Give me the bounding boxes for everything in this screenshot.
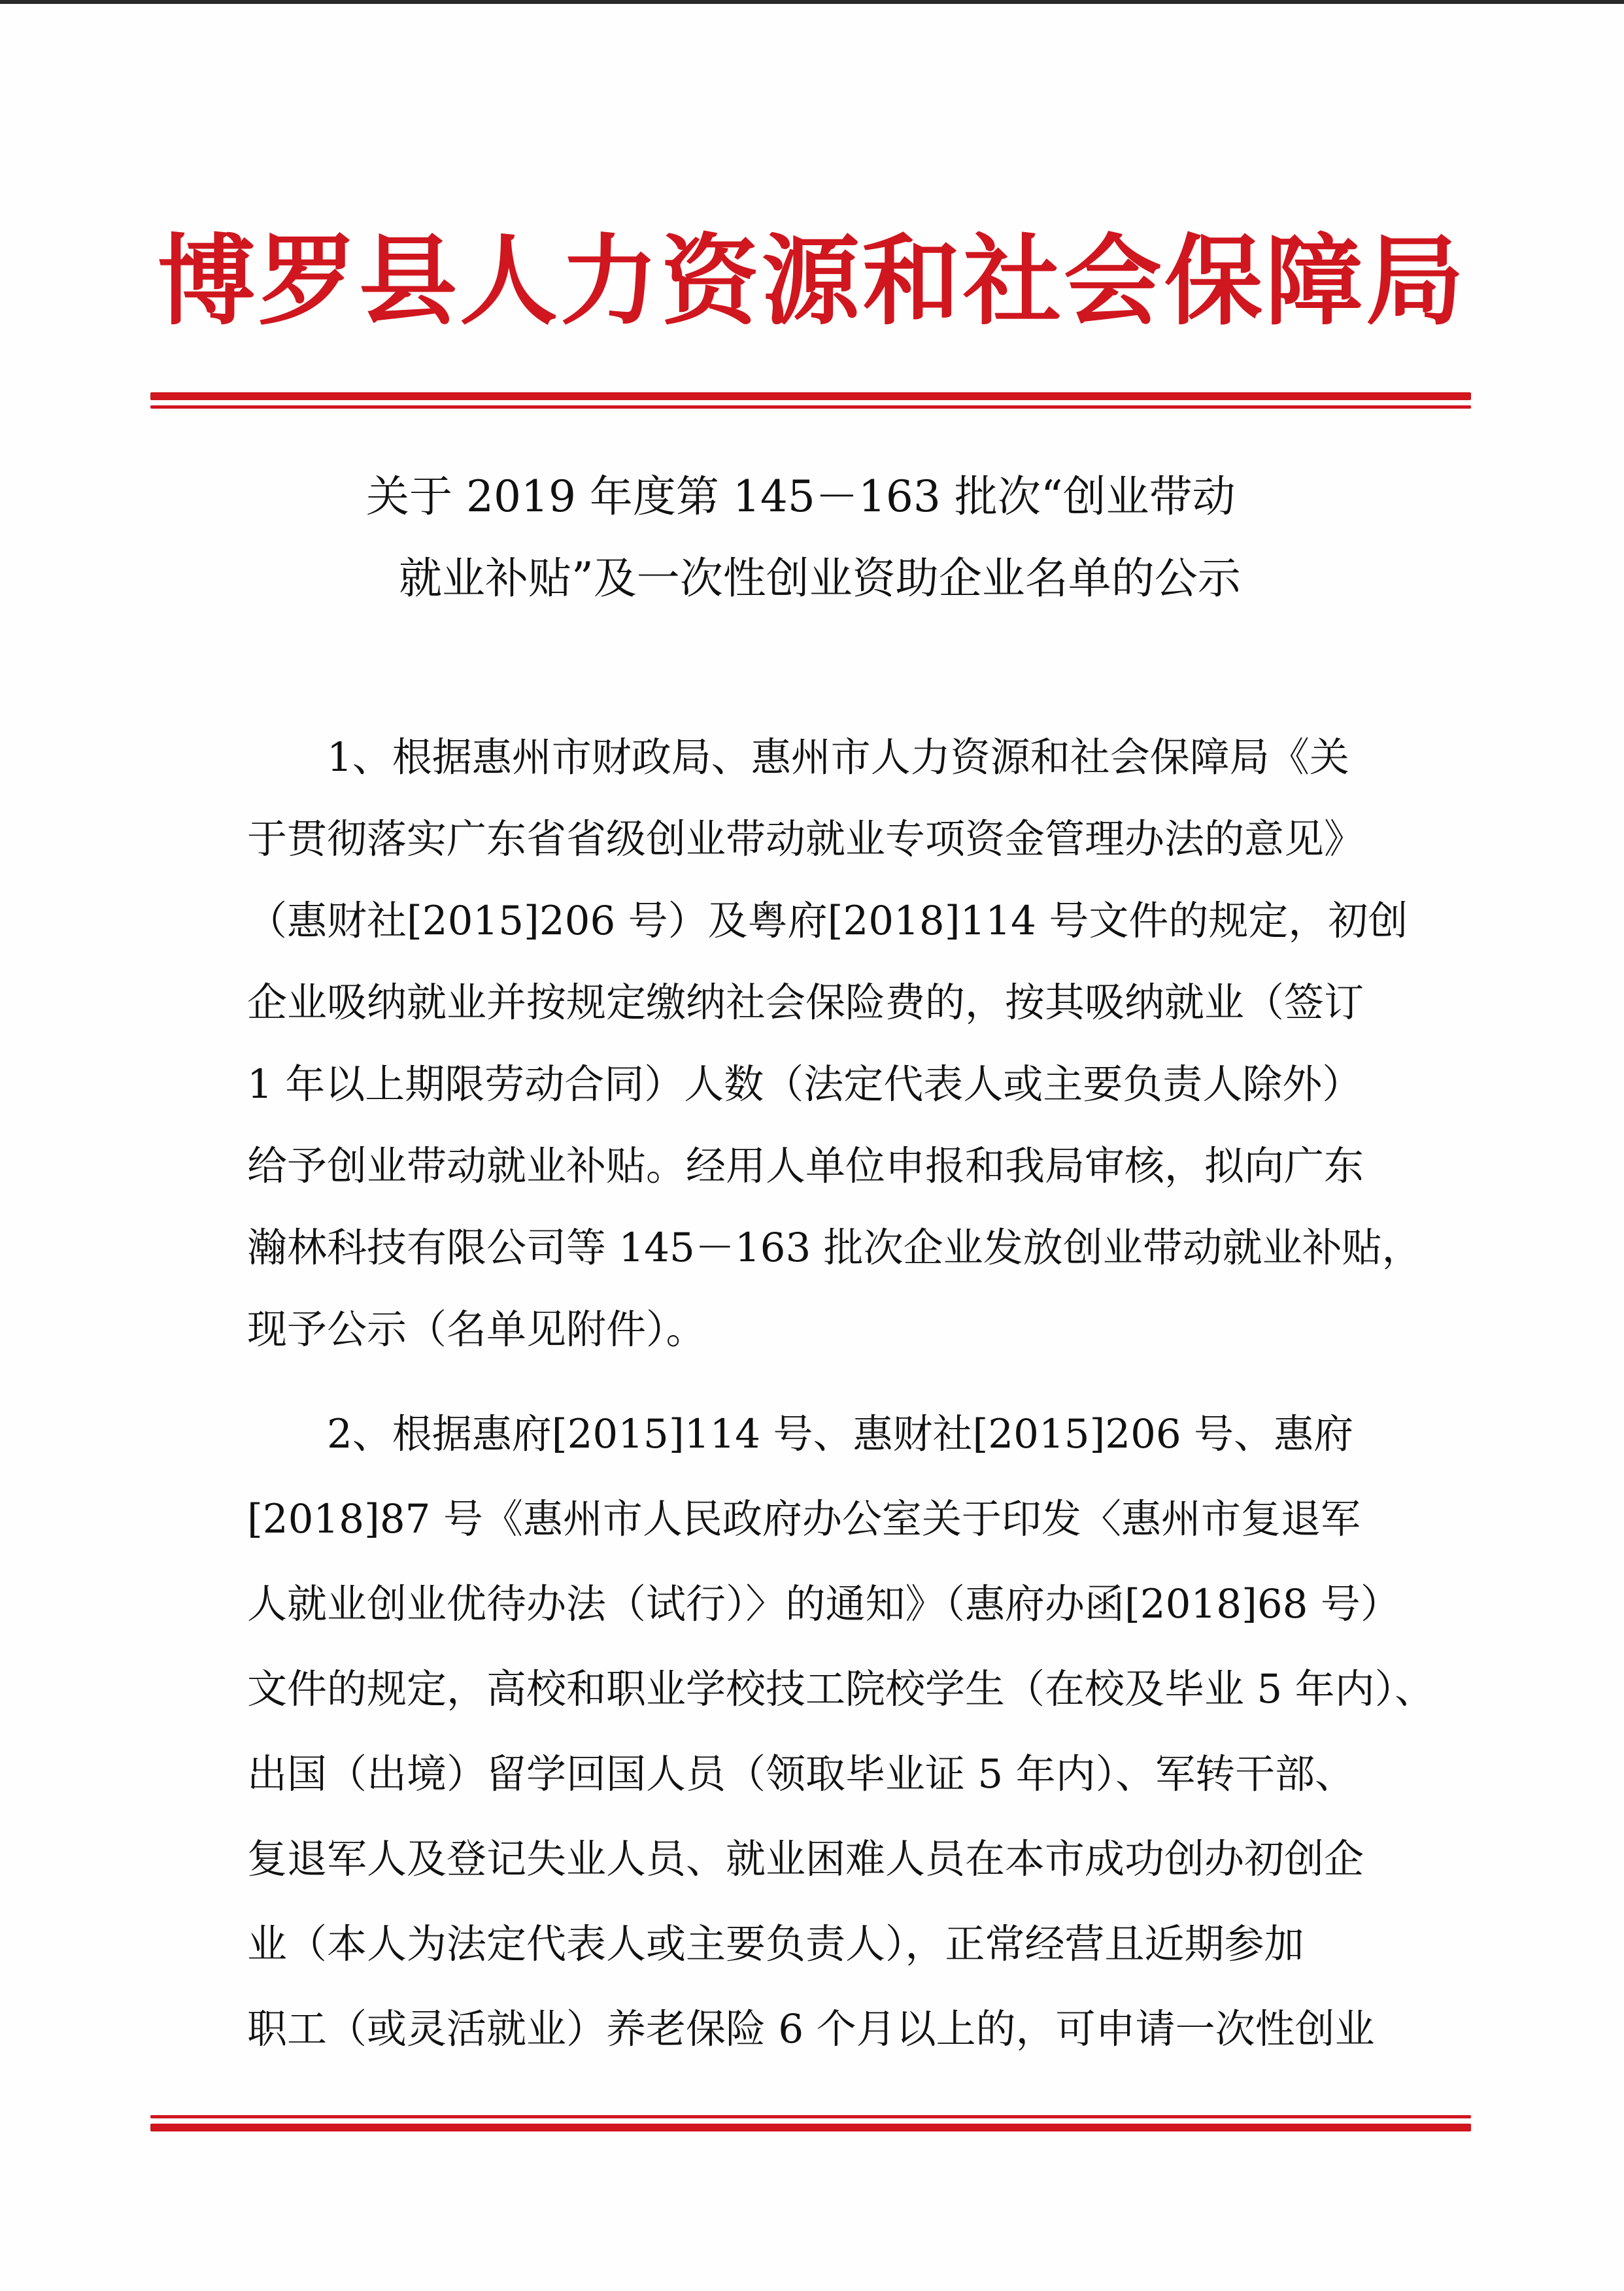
body-line: 出国（出境）留学回国人员（领取毕业证 5 年内）、军转干部、 (247, 1751, 1355, 1797)
body-line: 职工（或灵活就业）养老保险 6 个月以上的，可申请一次性创业 (247, 2006, 1375, 2052)
body-line: 给予创业带动就业补贴。经用人单位申报和我局审核，拟向广东 (247, 1143, 1364, 1189)
body-line: 1 年以上期限劳动合同）人数（法定代表人或主要负责人除外） (247, 1061, 1362, 1108)
body-line: 企业吸纳就业并按规定缴纳社会保险费的，按其吸纳就业（签订 (247, 979, 1364, 1026)
divider-thick-line (150, 392, 1471, 400)
letterhead-divider (150, 392, 1471, 409)
body-line: 复退军人及登记失业人员、就业困难人员在本市成功创办初创企 (247, 1836, 1364, 1882)
body-line: 业（本人为法定代表人或主要负责人），正常经营且近期参加 (247, 1921, 1304, 1967)
body-line: （惠财社[2015]206 号）及粤府[2018]114 号文件的规定，初创 (247, 898, 1408, 944)
body-line: 1、根据惠州市财政局、惠州市人力资源和社会保障局《关 (327, 734, 1349, 781)
scan-edge (0, 0, 1624, 4)
body-line: 现予公示（名单见附件）。 (247, 1306, 706, 1353)
body-line: [2018]87 号《惠州市人民政府办公室关于印发〈惠州市复退军 (247, 1496, 1361, 1542)
letterhead-title: 博罗县人力资源和社会保障局 (157, 224, 1466, 339)
body-line: 于贯彻落实广东省省级创业带动就业专项资金管理办法的意见》 (247, 816, 1364, 862)
divider-thick-line (150, 2124, 1471, 2131)
body-line: 人就业创业优待办法（试行）〉的通知》（惠府办函[2018]68 号） (247, 1581, 1400, 1627)
body-line: 文件的规定，高校和职业学校技工院校学生（在校及毕业 5 年内）、 (247, 1666, 1435, 1712)
document-title-line-2: 就业补贴”及一次性创业资助企业名单的公示 (399, 553, 1241, 603)
divider-thin-line (150, 405, 1471, 409)
body-line: 瀚林科技有限公司等 145－163 批次企业发放创业带动就业补贴， (247, 1225, 1422, 1271)
document-title-line-1: 关于 2019 年度第 145－163 批次“创业带动 (366, 471, 1236, 522)
footer-divider (150, 2115, 1471, 2131)
body-line: 2、根据惠府[2015]114 号、惠财社[2015]206 号、惠府 (327, 1411, 1354, 1457)
